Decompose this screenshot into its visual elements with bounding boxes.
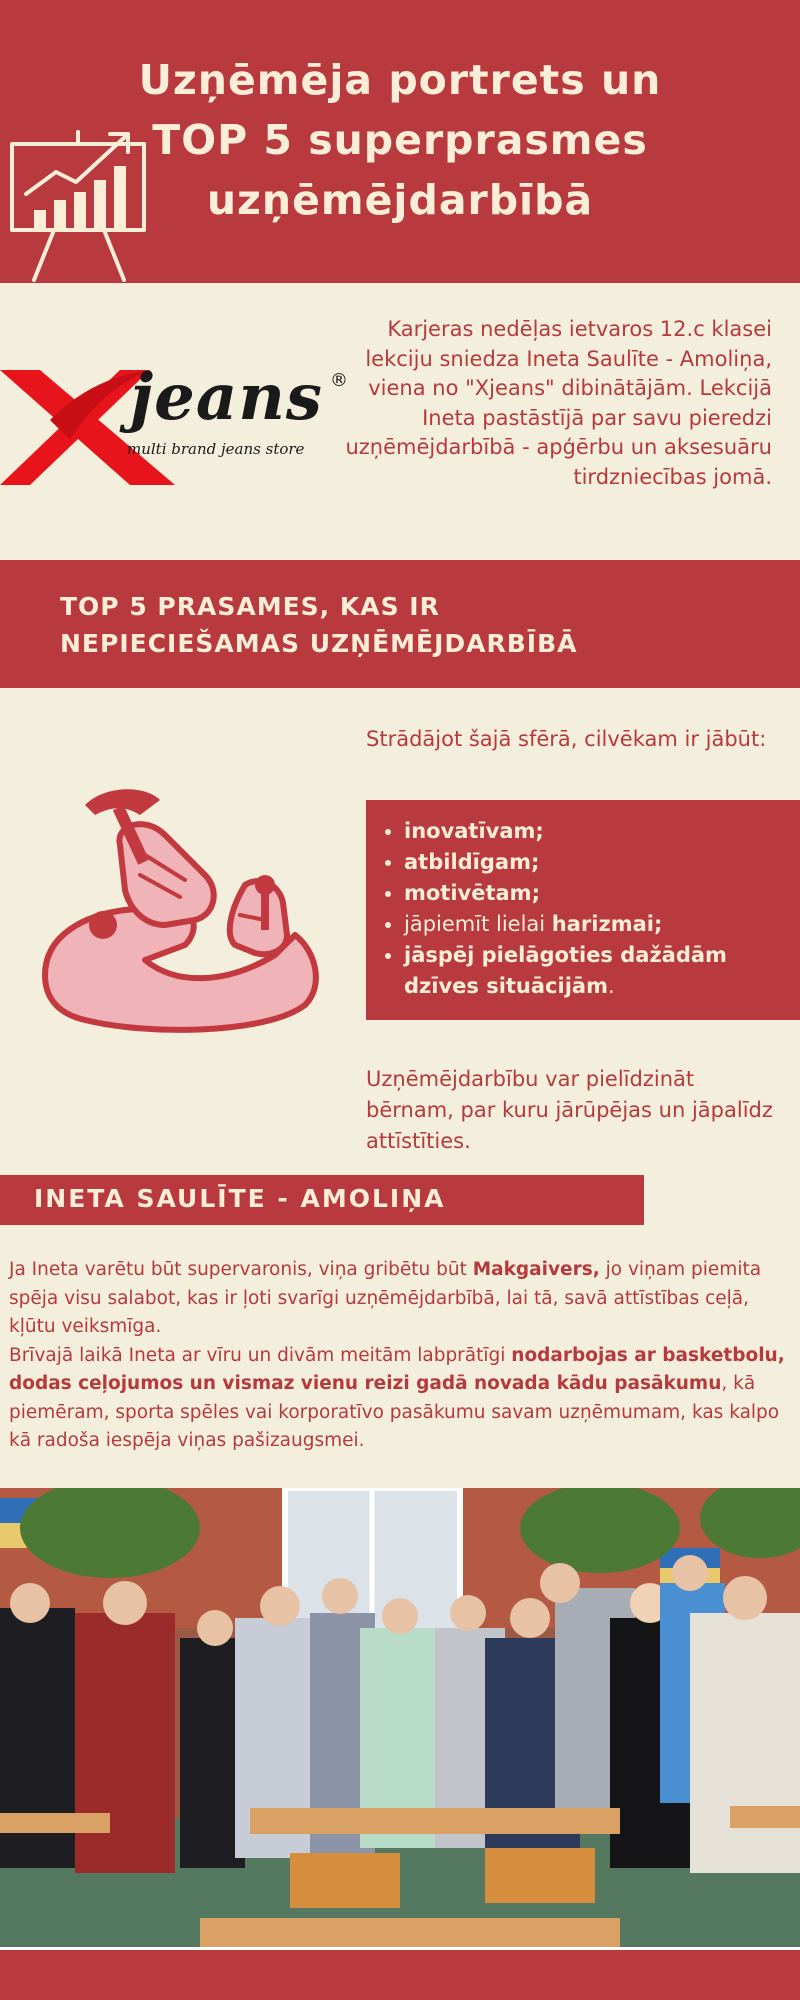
skills-lead-text: Strādājot šajā sfērā, cilvēkam ir jābūt: xyxy=(366,727,767,751)
list-item: • inovatīvam; xyxy=(404,816,780,847)
title-line: uzņēmējdarbībā xyxy=(206,176,594,224)
intro-paragraph: Karjeras nedēļas ietvaros 12.c klasei lekciju sniedza Ineta Saulīte - Amoliņa, viena no "Xjeans" dibinātājām. Lekcijā Ineta pastāstījā par savu pieredzi uzņēmējdarbībā - apģērbu un aksesuāru tirdzniecības jomā. xyxy=(345,317,772,489)
list-item: • jāspēj pielāgoties dažādām dzīves situācijām. xyxy=(404,940,780,1002)
registered-mark: ® xyxy=(330,370,348,391)
skills-heading xyxy=(60,588,680,662)
title-line: TOP 5 superprasmes xyxy=(152,116,648,164)
logo-wordmark: jeans xyxy=(130,360,323,435)
skills-list-box xyxy=(366,800,800,1020)
list-item: • motivētam; xyxy=(404,878,780,909)
title-line: Uzņēmēja portrets un xyxy=(138,56,662,104)
bio-paragraph-freetime: Brīvajā laikā Ineta ar vīru un divām meitām labprātīgi nodarbojas ar basketbolu, dodas ceļojumos un vismaz vienu reizi gadā novada kādu pasākumu, kā piemēram, sporta spēles vai korporatīvo pasākumu savam uzņēmumam, kas kalpo kā radoša iespēja viņas pašizaugsmei. xyxy=(9,1344,785,1451)
page-title xyxy=(110,50,690,230)
skills-list xyxy=(404,816,780,1002)
bio-paragraph-superhero: Ja Ineta varētu būt supervaronis, viņa gribētu būt Makgaivers, jo viņam piemita spēja visu salabot, kas ir ļoti svarīgi uzņēmējdarbībā, lai tā, savā attīstības ceļā, kļūtu veiksmīga. xyxy=(9,1259,762,1337)
class-group-photo xyxy=(0,1488,800,1950)
list-item: • jāpiemīt lielai harizmai; xyxy=(404,909,780,940)
footer-band xyxy=(0,1950,800,2000)
profile-name-heading: INETA SAULĪTE - AMOLIŅA xyxy=(34,1184,446,1213)
business-comparison-text: Uzņēmējdarbību var pielīdzināt bērnam, par kuru jārūpējas un jāpalīdz attīstīties. xyxy=(366,1067,773,1153)
logo-tagline: multi brand jeans store xyxy=(127,440,305,458)
profile-bio xyxy=(9,1256,789,1456)
list-item: • atbildīgam; xyxy=(404,847,780,878)
heading-line: NEPIECIEŠAMAS UZŅĒMĒJDARBĪBĀ xyxy=(60,629,578,658)
flexing-arm-hammer-illustration xyxy=(25,785,345,1045)
heading-line: TOP 5 PRASAMES, KAS IR xyxy=(60,592,440,621)
xjeans-logo xyxy=(0,360,360,490)
